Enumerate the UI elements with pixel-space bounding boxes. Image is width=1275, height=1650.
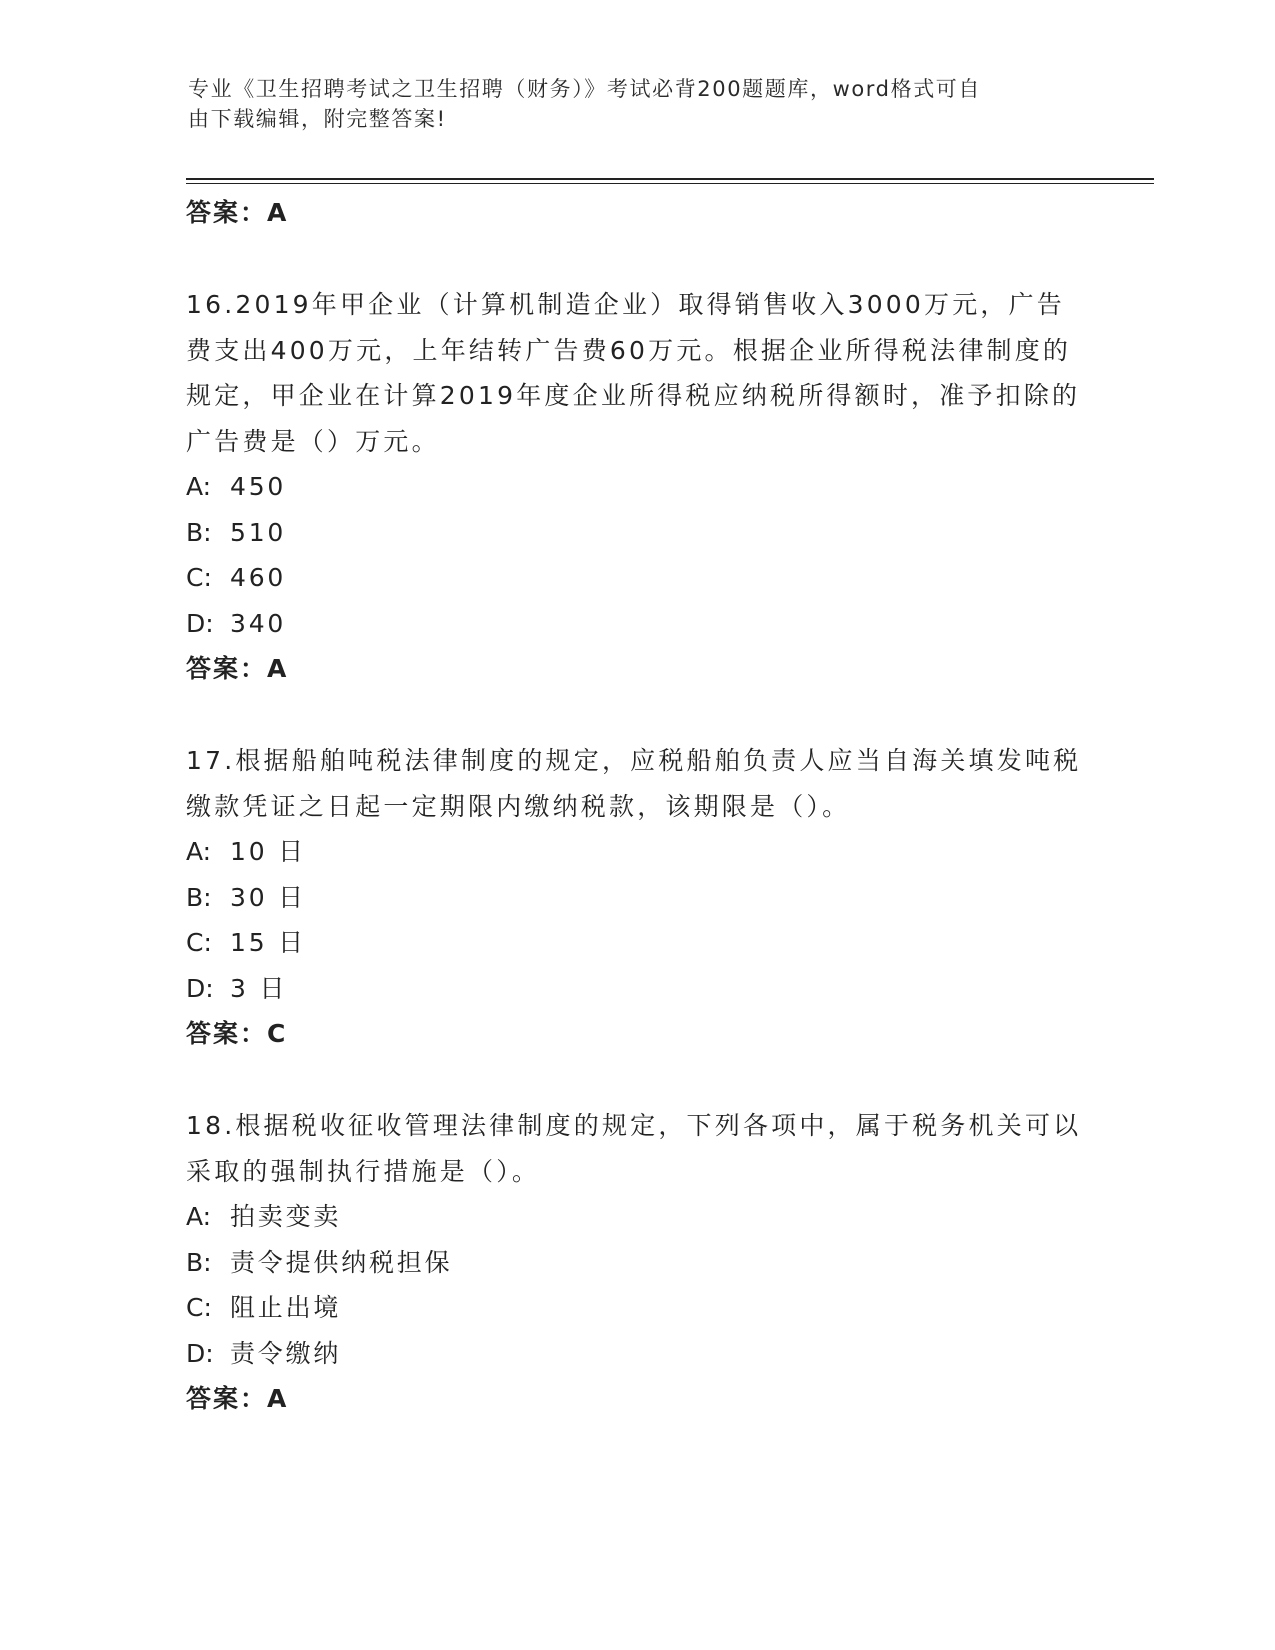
option-a bbox=[186, 1194, 1086, 1240]
option-text: 责令缴纳 bbox=[230, 1338, 342, 1368]
document-body bbox=[186, 190, 1086, 1422]
option-text: 责令提供纳税担保 bbox=[230, 1247, 453, 1277]
question-stem: 17.根据船舶吨税法律制度的规定，应税船舶负责人应当自海关填发吨税缴款凭证之日起一定期限内缴纳税款，该期限是（）。 bbox=[186, 746, 1082, 821]
option-letter: C: bbox=[186, 563, 212, 592]
option-d bbox=[186, 966, 1086, 1012]
answer-label: 答案： bbox=[186, 1384, 268, 1413]
question-answer bbox=[186, 1376, 1086, 1422]
question-16 bbox=[186, 282, 1086, 692]
option-b bbox=[186, 875, 1086, 921]
option-letter: D: bbox=[186, 973, 214, 1003]
header-line-1: 专业《卫生招聘考试之卫生招聘（财务）》考试必背200题题库，word格式可自 bbox=[188, 77, 981, 101]
option-c bbox=[186, 1285, 1086, 1331]
question-answer bbox=[186, 646, 1086, 692]
question-17 bbox=[186, 738, 1086, 1057]
option-letter: B: bbox=[186, 517, 212, 547]
option-letter: A: bbox=[186, 472, 212, 501]
previous-answer bbox=[186, 190, 1086, 236]
option-text: 3 日 bbox=[230, 973, 288, 1003]
option-text: 30 日 bbox=[230, 882, 306, 912]
option-d bbox=[186, 1331, 1086, 1377]
option-text: 拍卖变卖 bbox=[230, 1202, 342, 1231]
option-c bbox=[186, 555, 1086, 601]
option-text: 450 bbox=[230, 472, 287, 501]
option-letter: A: bbox=[186, 837, 212, 866]
option-text: 510 bbox=[230, 517, 287, 547]
option-letter: C: bbox=[186, 1293, 212, 1322]
option-b bbox=[186, 510, 1086, 556]
option-d bbox=[186, 601, 1086, 647]
option-text: 10 日 bbox=[230, 837, 306, 866]
option-letter: B: bbox=[186, 882, 212, 912]
answer-label: 答案： bbox=[186, 654, 268, 683]
option-c bbox=[186, 920, 1086, 966]
option-a bbox=[186, 829, 1086, 875]
answer-value: A bbox=[267, 654, 289, 683]
question-stem: 16.2019年甲企业（计算机制造企业）取得销售收入3000万元，广告费支出400万元，上年结转广告费60万元。根据企业所得税法律制度的规定，甲企业在计算2019年度企业所得税应纳税所得额时，准予扣除的广告费是（）万元。 bbox=[186, 290, 1081, 456]
option-text: 460 bbox=[230, 563, 287, 592]
option-a bbox=[186, 464, 1086, 510]
option-letter: D: bbox=[186, 608, 214, 638]
option-letter: A: bbox=[186, 1202, 212, 1231]
answer-value: A bbox=[267, 1384, 289, 1413]
answer-value: C bbox=[267, 1019, 288, 1048]
option-letter: C: bbox=[186, 928, 212, 957]
question-stem: 18.根据税收征收管理法律制度的规定，下列各项中，属于税务机关可以采取的强制执行措施是（）。 bbox=[186, 1111, 1082, 1186]
answer-label: 答案： bbox=[186, 1019, 268, 1048]
option-text: 340 bbox=[230, 608, 287, 638]
question-18 bbox=[186, 1103, 1086, 1422]
option-text: 15 日 bbox=[230, 928, 306, 957]
answer-value: A bbox=[267, 198, 289, 227]
header-divider-thick bbox=[186, 178, 1154, 180]
header-line-2: 由下载编辑，附完整答案! bbox=[188, 107, 447, 131]
answer-label: 答案： bbox=[186, 198, 268, 227]
question-answer bbox=[186, 1011, 1086, 1057]
option-text: 阻止出境 bbox=[230, 1293, 342, 1322]
option-b bbox=[186, 1240, 1086, 1286]
option-letter: D: bbox=[186, 1338, 214, 1368]
option-letter: B: bbox=[186, 1247, 212, 1277]
page-header bbox=[188, 74, 1088, 134]
header-divider-thin bbox=[186, 183, 1154, 184]
